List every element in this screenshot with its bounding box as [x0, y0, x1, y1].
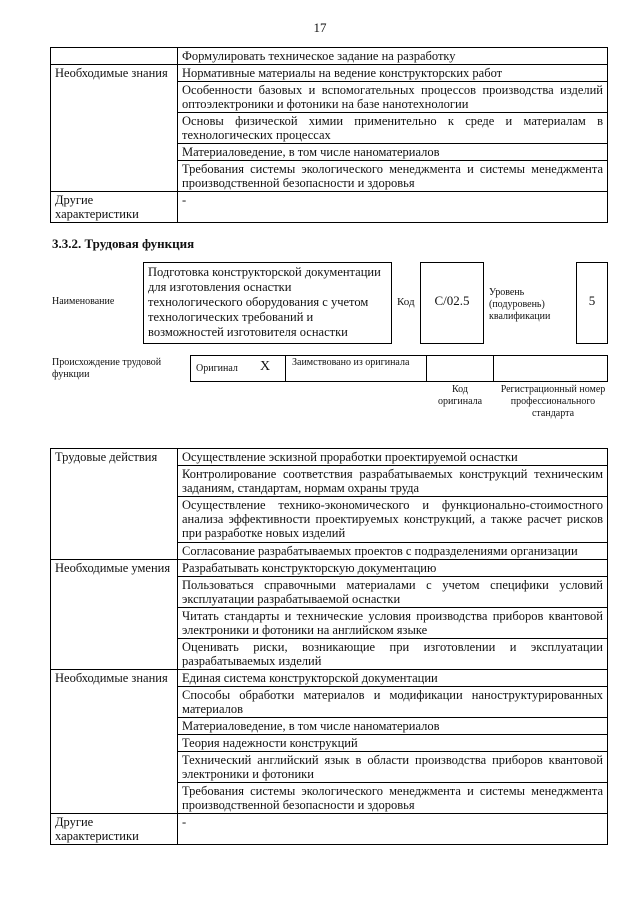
action-item: Осуществление технико-экономического и функционально-стоимостного анализа эффективности проектируемых конструкций, а также расчет рисков при разработке новых изделий [178, 497, 608, 543]
knowledge-item: Требования системы экологического менеджмента и системы менеджмента производственной безопасности и здоровья [178, 783, 608, 814]
top-label-other: Другие характеристики [51, 192, 178, 223]
name-label: Наименование [52, 296, 115, 307]
skill-item: Разрабатывать конструкторскую документацию [178, 560, 608, 577]
original-label: Оригинал [196, 363, 238, 374]
reg-caption: Регистрационный номер профессионального стандарта [500, 384, 606, 419]
label-actions: Трудовые действия [51, 449, 178, 560]
label-knowledge: Необходимые знания [51, 670, 178, 814]
code-value: С/02.5 [434, 293, 470, 308]
action-item: Осуществление эскизной проработки проектируемой оснастки [178, 449, 608, 466]
action-item: Контролирование соответствия разрабатываемых конструкций техническим заданиям, стандартам, нормам охраны труда [178, 466, 608, 497]
code-label: Код [397, 296, 415, 308]
origin-divider-1 [285, 355, 286, 382]
original-mark: X [260, 359, 271, 374]
origin-label: Происхождение трудовой функции [52, 357, 162, 380]
skill-item: Пользоваться справочными материалами с учетом специфики условий эксплуатации разрабатываемой оснастки [178, 577, 608, 608]
top-item: Особенности базовых и вспомогательных процессов производства изделий оптоэлектроники и фотоники на базе нанотехнологии [178, 82, 608, 113]
knowledge-item: Единая система конструкторской документации [178, 670, 608, 687]
knowledge-item: Технический английский язык в области производства приборов квантовой электроники и фотоники [178, 752, 608, 783]
borrowed-label: Заимствовано из оригинала [292, 357, 410, 368]
origin-divider-2 [426, 355, 427, 382]
action-item: Согласование разрабатываемых проектов с подразделениями организации [178, 543, 608, 560]
skill-item: Оценивать риски, возникающие при изготовлении и эксплуатации разрабатываемых изделий [178, 639, 608, 670]
knowledge-item: Теория надежности конструкций [178, 735, 608, 752]
top-item: Нормативные материалы на ведение конструкторских работ [178, 65, 608, 82]
name-value: Подготовка конструкторской документации для изготовления оснастки технологического оборудования с учетом технологических требований и возможностей изготовителя оснастки [148, 265, 381, 339]
level-value-box [576, 262, 608, 344]
knowledge-item: Способы обработки материалов и модификации наноструктурированных материалов [178, 687, 608, 718]
level-label: Уровень (подуровень) квалификации [489, 287, 551, 322]
function-details-table [50, 448, 608, 845]
top-row-label-empty [51, 48, 178, 65]
level-value: 5 [588, 293, 596, 308]
top-item: Материаловедение, в том числе наноматериалов [178, 144, 608, 161]
top-item: Формулировать техническое задание на разработку [178, 48, 608, 65]
code-value-box [420, 262, 484, 344]
code-caption: Код оригинала [437, 384, 483, 407]
label-other: Другие характеристики [51, 814, 178, 845]
label-skills: Необходимые умения [51, 560, 178, 670]
origin-divider-3 [493, 355, 494, 382]
other-item: - [178, 814, 608, 845]
section-title: 3.3.2. Трудовая функция [52, 236, 195, 251]
top-item: Требования системы экологического менеджмента и системы менеджмента производственной безопасности и здоровья [178, 161, 608, 192]
top-item: - [178, 192, 608, 223]
top-knowledge-table [50, 47, 608, 223]
top-label-knowledge: Необходимые знания [51, 65, 178, 192]
top-item: Основы физической химии применительно к среде и материалам в технологических процессах [178, 113, 608, 144]
knowledge-item: Материаловедение, в том числе наноматериалов [178, 718, 608, 735]
name-value-box [143, 262, 392, 344]
page-number: 17 [313, 20, 327, 35]
skill-item: Читать стандарты и технические условия производства приборов квантовой электроники и фотоники на английском языке [178, 608, 608, 639]
